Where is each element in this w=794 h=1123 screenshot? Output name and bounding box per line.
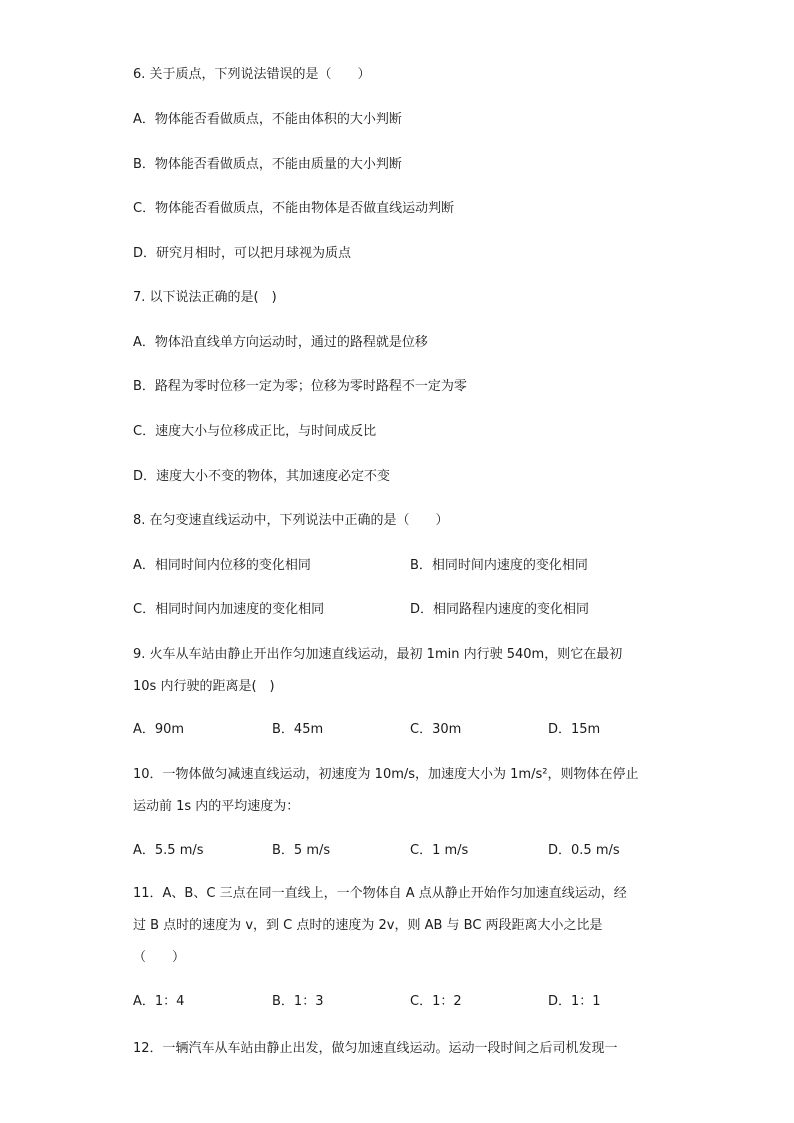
question-11-option-c: C．1：2 [410,994,462,1009]
question-7-option-c: C．速度大小与位移成正比，与时间成反比 [133,424,377,439]
question-9-option-b: B．45m [272,722,324,737]
question-10-option-b: B．5 m/s [272,843,331,858]
question-9-option-a: A．90m [133,722,185,737]
question-7-option-b: B．路程为零时位移一定为零；位移为零时路程不一定为零 [133,379,467,394]
question-9-stem-line-2: 10s 内行驶的距离是( ) [133,679,275,694]
question-6-option-a: A．物体能否看做质点，不能由体积的大小判断 [133,112,402,127]
question-8-option-b: B．相同时间内速度的变化相同 [410,558,588,573]
question-9-stem-line-1: 9. 火车从车站由静止开出作匀加速直线运动，最初 1min 内行驶 540m，则它在最初 [133,647,623,662]
question-9-option-d: D．15m [548,722,601,737]
question-10-option-d: D．0.5 m/s [548,843,620,858]
question-6-option-d: D．研究月相时，可以把月球视为质点 [133,246,352,261]
question-6-stem: 6. 关于质点，下列说法错误的是（ ） [133,67,371,82]
question-11-option-b: B．1：3 [272,994,324,1009]
question-7-stem: 7. 以下说法正确的是( ) [133,290,277,305]
question-9-option-c: C．30m [410,722,462,737]
question-11-option-a: A．1：4 [133,994,185,1009]
question-11-stem-line-2: 过 B 点时的速度为 v，到 C 点时的速度为 2v，则 AB 与 BC 两段距离大小之比是 [133,918,603,933]
question-8-option-a: A．相同时间内位移的变化相同 [133,558,311,573]
question-10-stem-line-2: 运动前 1s 内的平均速度为： [133,799,300,814]
question-10-option-c: C．1 m/s [410,843,469,858]
question-7-option-a: A．物体沿直线单方向运动时，通过的路程就是位移 [133,335,428,350]
question-6-option-b: B．物体能否看做质点，不能由质量的大小判断 [133,157,402,172]
question-10-option-a: A．5.5 m/s [133,843,204,858]
question-8-option-d: D．相同路程内速度的变化相同 [410,602,590,617]
question-7-option-d: D．速度大小不变的物体，其加速度必定不变 [133,469,391,484]
question-12-stem-line-1: 12．一辆汽车从车站由静止出发，做匀加速直线运动。运动一段时间之后司机发现一 [133,1041,618,1056]
question-11-stem-line-1: 11．A、B、C 三点在同一直线上，一个物体自 A 点从静止开始作匀加速直线运动，经 [133,886,627,901]
question-8-option-c: C．相同时间内加速度的变化相同 [133,602,325,617]
question-11-option-d: D．1：1 [548,994,601,1009]
question-8-stem: 8. 在匀变速直线运动中，下列说法中正确的是（ ） [133,513,449,528]
question-6-option-c: C．物体能否看做质点，不能由物体是否做直线运动判断 [133,201,455,216]
question-10-stem-line-1: 10．一物体做匀减速直线运动，初速度为 10m/s，加速度大小为 1m/s²，则物体在停止 [133,767,639,782]
question-11-stem-line-3: （ ） [133,950,186,965]
